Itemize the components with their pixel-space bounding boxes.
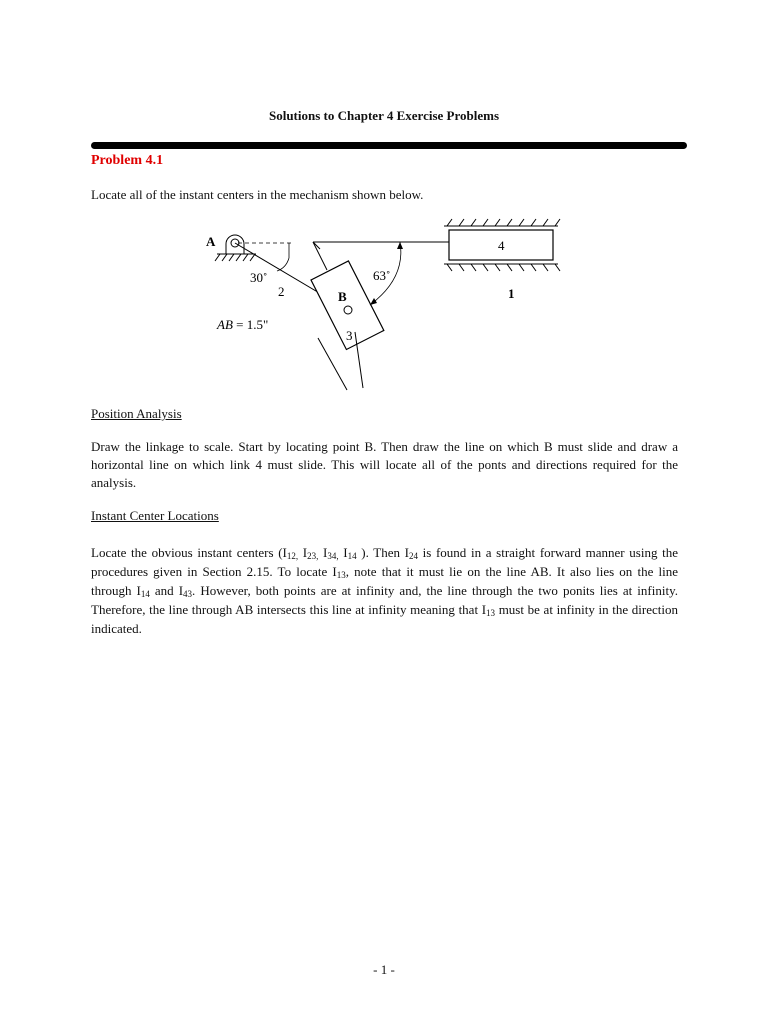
problem-intro: Locate all of the instant centers in the mechanism shown below.: [91, 187, 424, 202]
instant-centers-heading: Instant Center Locations: [91, 508, 219, 523]
page-number: - 1 -: [373, 962, 395, 977]
angle-63-arrow: [370, 298, 377, 305]
ground-bottom-hatch: [444, 264, 560, 271]
joint-b: [344, 306, 352, 314]
angle-63-arrow-top: [397, 242, 403, 249]
problem-title: Problem 4.1: [91, 153, 164, 168]
label-b: B: [338, 289, 347, 304]
label-angle-30: 30˚: [250, 270, 268, 285]
position-analysis-heading: Position Analysis: [91, 406, 182, 421]
guide-line-2: [318, 338, 347, 390]
instant-centers-text: Locate the obvious instant centers ($I_{12,}$ $I_{23,}$ $I_{34,}$ $I_{14}$ ). Then $I_{24}$ is found in a straight forward manner using the procedures given in Section 2.15. To locate $I_{13}$, note that it must lie on the line AB. It also lies on the line through $I_{14}$ and $I_{43}$. However, both points are at infinity and, the line through the two ponits lies at infinity. Therefore, the line through AB intersects this line at infinity meaning that $I_{13}$ must be at infinity in the direction indicated.: [91, 545, 678, 636]
label-a: A: [206, 234, 216, 249]
guide-line-1: [313, 242, 327, 270]
label-angle-63: 63˚: [373, 268, 391, 283]
label-ab-length: AB = 1.5": [217, 317, 269, 332]
page-title: Solutions to Chapter 4 Exercise Problems: [268, 108, 500, 123]
label-link-4: 4: [498, 238, 505, 253]
label-link-2: 2: [278, 284, 285, 299]
ground-a-hatch: [215, 254, 256, 261]
ground-top-hatch: [444, 219, 560, 226]
heading-rule: [91, 142, 687, 149]
mechanism-figure: [200, 218, 570, 398]
label-link-1: 1: [508, 286, 515, 301]
label-link-3: 3: [346, 328, 353, 343]
position-analysis-text: Draw the linkage to scale. Start by locating point B. Then draw the line on which B must slide and draw a horizontal line on which link 4 must slide. This will locate all of the ponts and directions required for the analysis.: [91, 439, 678, 490]
